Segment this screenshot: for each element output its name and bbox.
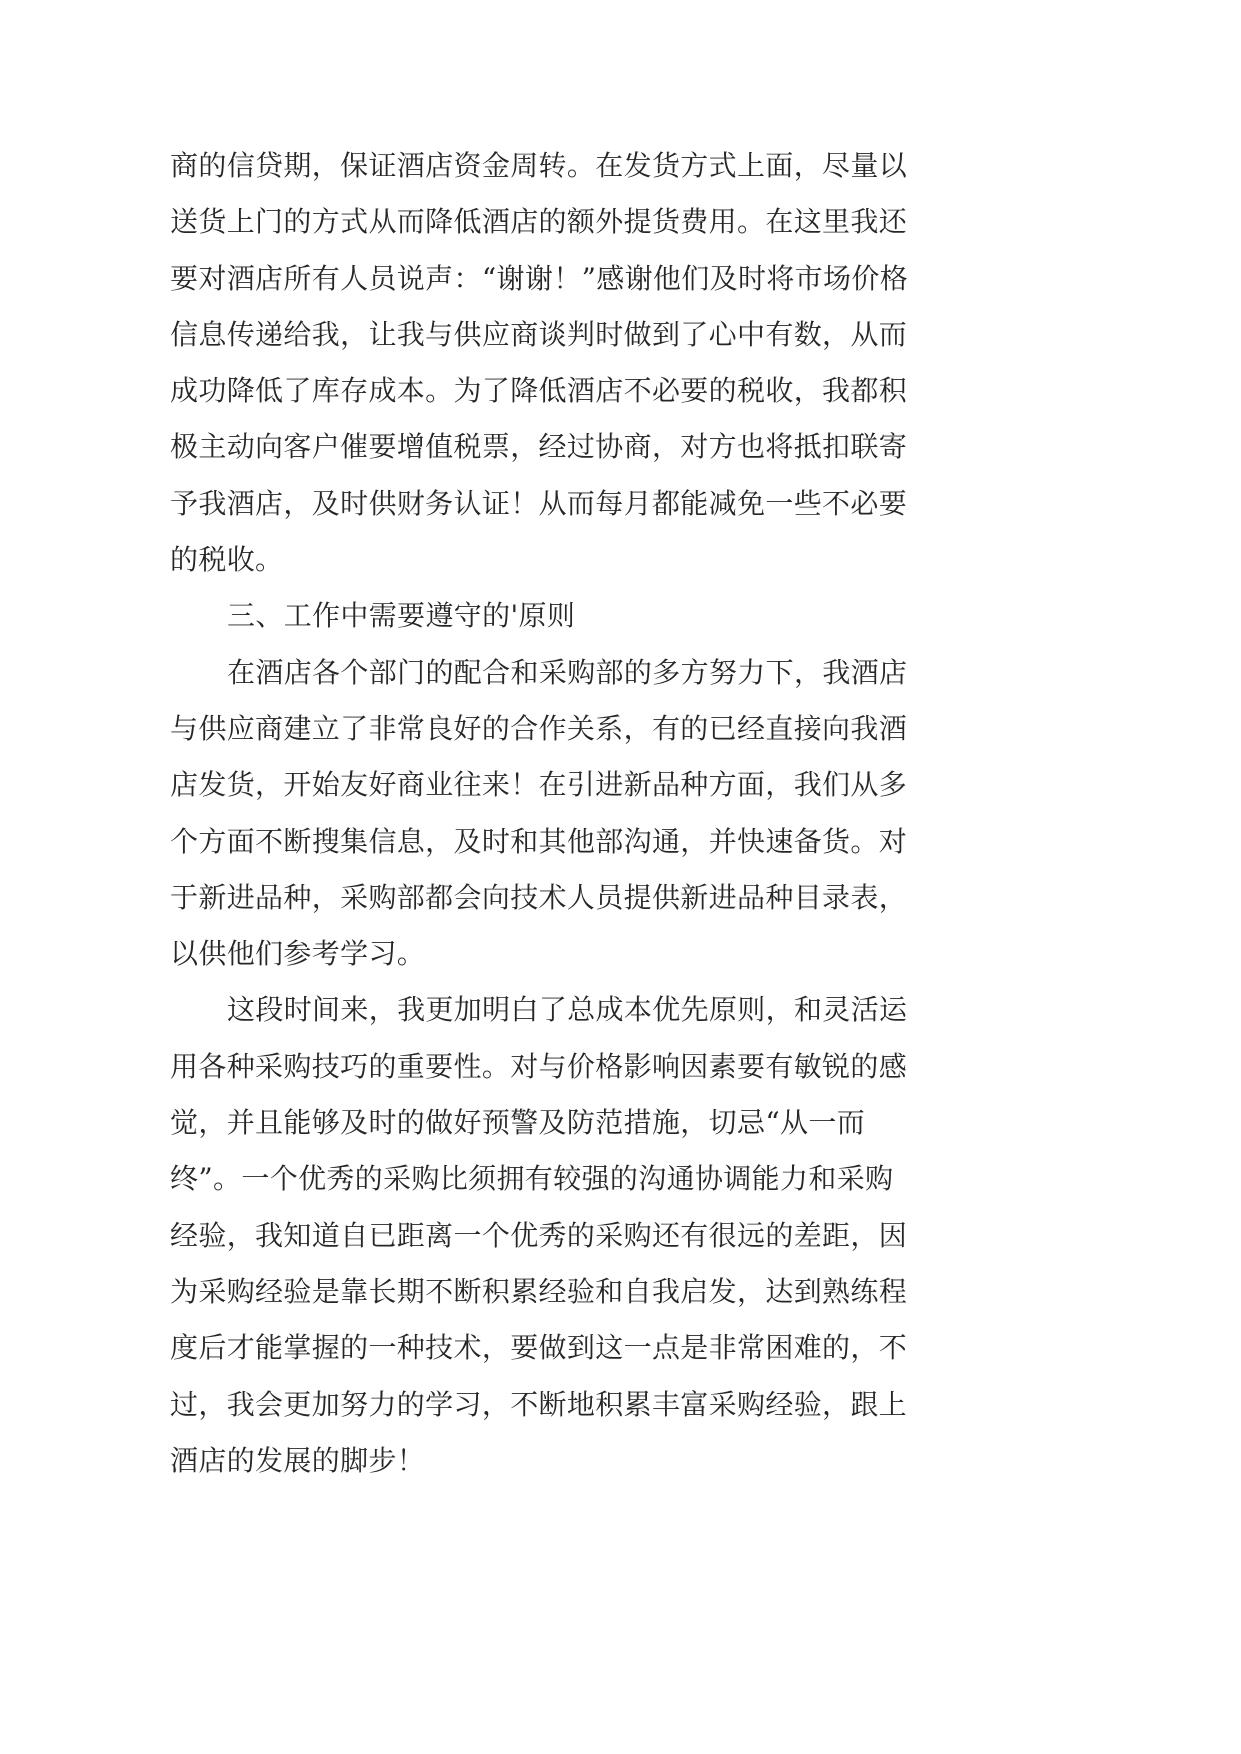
text-line: 终”。一个优秀的采购比须拥有较强的沟通协调能力和采购 — [170, 1162, 894, 1196]
document-body — [170, 138, 942, 1489]
text-line: 个方面不断搜集信息，及时和其他部沟通，并快速备货。对 — [170, 824, 908, 858]
text-line: 觉，并且能够及时的做好预警及防范措施，切忌“从一而 — [170, 1106, 866, 1140]
text-line: 极主动向客户催要增值税票，经过协商，对方也将抵扣联寄 — [170, 430, 908, 464]
text-line: 送货上门的方式从而降低酒店的额外提货费用。在这里我还 — [170, 205, 908, 239]
text-line: 要对酒店所有人员说声：“谢谢！”感谢他们及时将市场价格 — [170, 261, 909, 295]
text-line: 的税收。 — [170, 543, 284, 577]
text-line: 成功降低了库存成本。为了降低酒店不必要的税收，我都积 — [170, 374, 908, 408]
text-line: 用各种采购技巧的重要性。对与价格影响因素要有敏锐的感 — [170, 1049, 908, 1083]
section-heading: 三、工作中需要遵守的'原则 — [227, 599, 576, 633]
text-line: 经验，我知道自已距离一个优秀的采购还有很远的差距，因 — [170, 1218, 908, 1252]
text-line: 于新进品种，采购部都会向技术人员提供新进品种目录表， — [170, 880, 908, 914]
text-line: 予我酒店，及时供财务认证！从而每月都能减免一些不必要 — [170, 486, 908, 520]
text-line: 度后才能掌握的一种技术，要做到这一点是非常困难的，不 — [170, 1331, 908, 1365]
text-line: 为采购经验是靠长期不断积累经验和自我启发，达到熟练程 — [170, 1274, 908, 1308]
paragraph-first-line: 在酒店各个部门的配合和采购部的多方努力下，我酒店 — [227, 655, 908, 689]
text-line: 信息传递给我，让我与供应商谈判时做到了心中有数，从而 — [170, 317, 908, 351]
text-line: 酒店的发展的脚步！ — [170, 1443, 426, 1477]
text-line: 店发货，开始友好商业往来！在引进新品种方面，我们从多 — [170, 768, 908, 802]
text-line: 与供应商建立了非常良好的合作关系，有的已经直接向我酒 — [170, 711, 908, 745]
text-line: 商的信贷期，保证酒店资金周转。在发货方式上面，尽量以 — [170, 149, 908, 182]
paragraph-first-line: 这段时间来，我更加明白了总成本优先原则，和灵活运 — [227, 993, 908, 1027]
text-line: 过，我会更加努力的学习，不断地积累丰富采购经验，跟上 — [170, 1387, 908, 1421]
text-line: 以供他们参考学习。 — [170, 937, 426, 971]
